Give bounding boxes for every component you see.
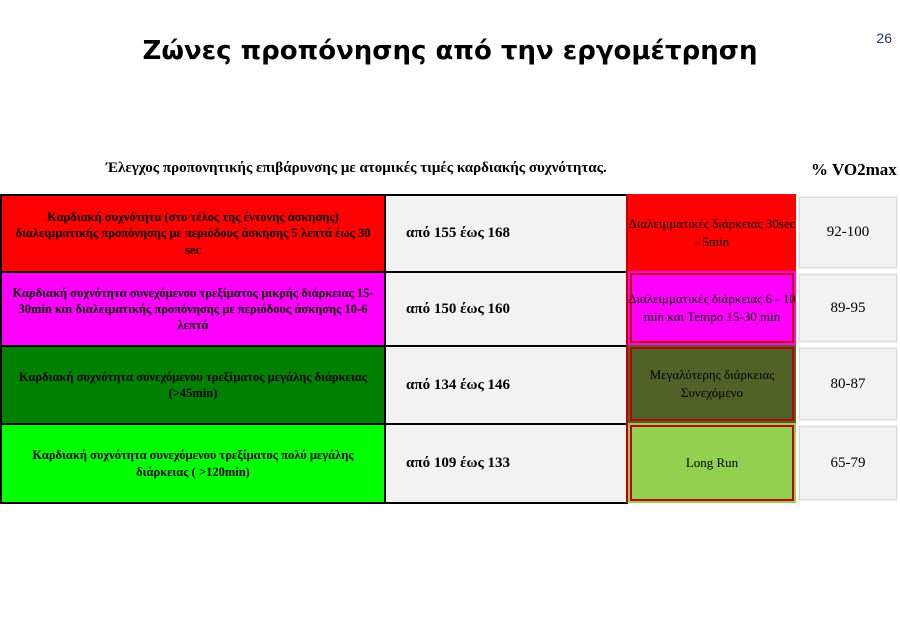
vo2max-header: % VO2max	[811, 160, 897, 179]
table-row	[1, 272, 627, 346]
training-type-cell: Long Run	[628, 423, 796, 503]
table-row	[1, 195, 627, 272]
heart-rate-range: από 109 έως 133	[385, 424, 627, 503]
table-subtitle: Έλεγχος προπονητικής επιβάρυνσης με ατομικές τιμές καρδιακής συχνότητας.	[106, 160, 607, 176]
training-type-cell: Μεγαλύτερης διάρκειας Συνεχόμενο	[628, 345, 796, 423]
training-type-cell: Διαλειμματικές διάρκειας 30sec - 5min	[628, 194, 796, 271]
heart-rate-table	[0, 194, 628, 504]
vo2max-value: 80-87	[796, 345, 900, 423]
heart-rate-range: από 150 έως 160	[385, 272, 627, 346]
vo2max-value: 92-100	[796, 194, 900, 271]
vo2max-column	[796, 194, 900, 503]
training-type-column	[626, 194, 798, 503]
slide-title: Ζώνες προπόνησης από την εργομέτρηση	[142, 36, 758, 66]
heart-rate-range: από 155 έως 168	[385, 195, 627, 272]
vo2max-value: 89-95	[796, 271, 900, 345]
zone-description: Καρδιακή συχνότητα (στο τέλος της έντονης άσκησης) διαλειμματικής προπόνησης με περιόδους άσκησης 5 λεπτά έως 30 sec	[1, 195, 385, 272]
vo2max-value: 65-79	[796, 423, 900, 503]
training-type-cell: Διαλειμματικές διάρκειας 6 - 10 min και Tempo 15-30 min	[628, 271, 796, 345]
slide-number: 26	[876, 30, 892, 46]
zone-description: Καρδιακή συχνότητα συνεχόμενου τρεξίματος μεγάλης διάρκειας (>45min)	[1, 346, 385, 424]
heart-rate-range: από 134 έως 146	[385, 346, 627, 424]
zone-description: Καρδιακή συχνότητα συνεχόμενου τρεξίματος πολύ μεγάλης διάρκειας ( >120min)	[1, 424, 385, 503]
table-row	[1, 424, 627, 503]
zone-description: Καρδιακή συχνότητα συνεχόμενου τρεξίματος μικρής διάρκειας 15-30min και διαλειματικής προπόνησης με περιόδους άσκησης 10-6 λεπτά	[1, 272, 385, 346]
table-row	[1, 346, 627, 424]
